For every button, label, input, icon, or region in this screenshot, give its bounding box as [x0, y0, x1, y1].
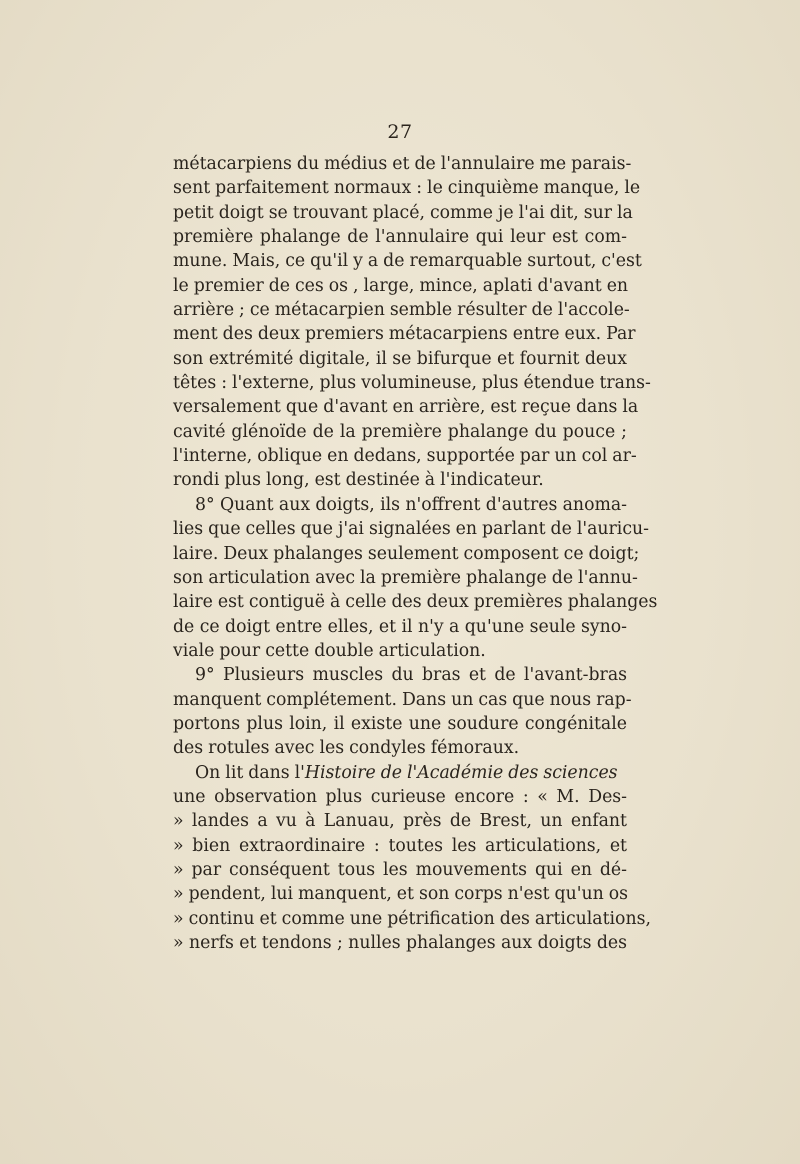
text-line: » par conséquent tous les mouvements qui en dé- [173, 859, 627, 880]
text-line: manquent complétement. Dans un cas que nous rap- [173, 689, 632, 710]
text-line: l'interne, oblique en dedans, supportée par un col ar- [173, 446, 637, 467]
text-line: son extrémité digitale, il se bifurque et fournit deux [173, 348, 627, 369]
text-line: » pendent, lui manquent, et son corps n'est qu'un os [173, 884, 629, 905]
text-line: son articulation avec la première phalange de l'annu- [173, 567, 638, 588]
text-line: petit doigt se trouvant placé, comme je l'ai dit, sur la [173, 202, 633, 223]
text-line: têtes : l'externe, plus volumineuse, plus étendue trans- [173, 373, 651, 394]
book-title: Histoire de l'Académie des sciences [304, 762, 618, 783]
text-line: » nerfs et tendons ; nulles phalanges aux doigts des [173, 933, 627, 953]
text-line: rondi plus long, est destinée à l'indicateur. [173, 470, 544, 491]
text-line: première phalange de l'annulaire qui leur est com- [173, 227, 627, 248]
page-number: 27 [387, 121, 413, 143]
text-line: une observation plus curieuse encore : « M. Des- [173, 786, 627, 807]
text-line: lies que celles que j'ai signalées en parlant de l'auricu- [173, 519, 649, 540]
text-line: des rotules avec les condyles fémoraux. [173, 738, 520, 759]
text-line-with-title [173, 761, 627, 785]
text-line: laire. Deux phalanges seulement composent ce doigt; [173, 543, 640, 564]
text-line: de ce doigt entre elles, et il n'y a qu'une seule syno- [173, 616, 627, 637]
text-line: laire est contiguë à celle des deux premières phalanges [173, 592, 658, 613]
text-line: le premier de ces os , large, mince, aplati d'avant en [173, 275, 629, 296]
text-line: cavité glénoïde de la première phalange du pouce ; [173, 421, 627, 442]
text-line: métacarpiens du médius et de l'annulaire me parais- [173, 154, 632, 174]
text-fragment: On lit dans l' [195, 762, 305, 783]
text-line: mune. Mais, ce qu'il y a de remarquable surtout, c'est [173, 251, 642, 272]
text-line: » continu et comme une pétrification des articulations, [173, 908, 651, 929]
text-line: 8° Quant aux doigts, ils n'offrent d'autres anoma- [195, 494, 627, 515]
text-line: ment des deux premiers métacarpiens entre eux. Par [173, 324, 636, 345]
text-line: versalement que d'avant en arrière, est reçue dans la [173, 397, 639, 418]
text-line: viale pour cette double articulation. [173, 640, 486, 661]
body-text [173, 152, 658, 955]
text-line: sent parfaitement normaux : le cinquième manque, le [173, 178, 641, 199]
text-line: » bien extraordinaire : toutes les articulations, et [173, 835, 627, 856]
text-line: 9° Plusieurs muscles du bras et de l'avant-bras [195, 665, 627, 686]
text-line: portons plus loin, il existe une soudure congénitale [173, 713, 627, 734]
text-line: » landes a vu à Lanuau, près de Brest, un enfant [173, 811, 627, 832]
text-line: arrière ; ce métacarpien semble résulter de l'accole- [173, 300, 630, 321]
